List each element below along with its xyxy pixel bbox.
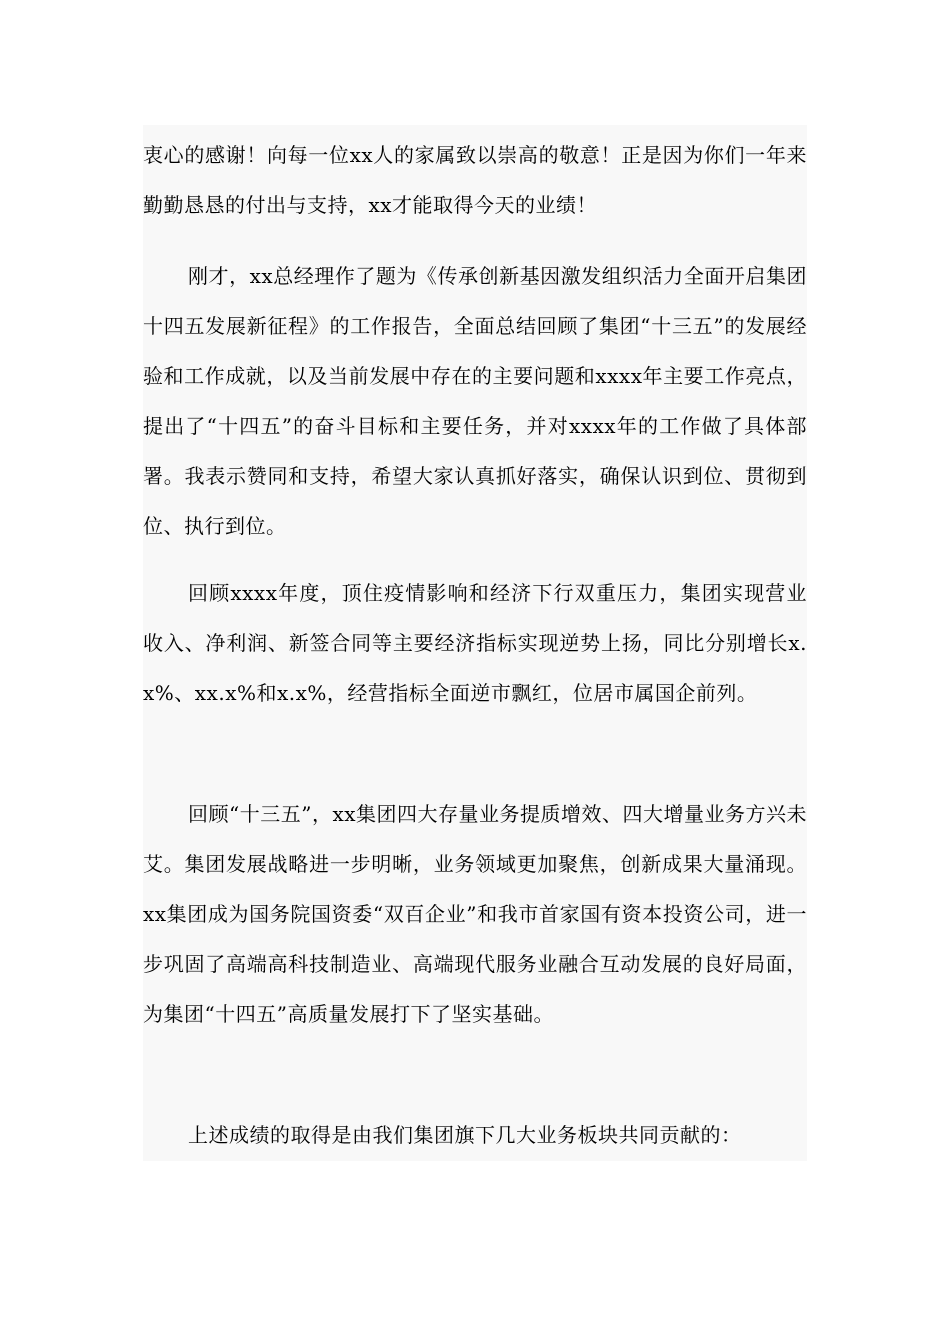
document-page <box>143 125 807 1161</box>
paragraph-business-segments: 上述成绩的取得是由我们集团旗下几大业务板块共同贡献的： <box>188 1123 742 1147</box>
paragraph-work-report: 刚才，xx总经理作了题为《传承创新基因激发组织活力全面开启集团十四五发展新征程》的工作报告，全面总结回顾了集团“十三五”的发展经验和工作成就，以及当前发展中存在的主要问题和xxxx年主要工作亮点，提出了“十四五”的奋斗目标和主要任务，并对xxxx年的工作做了具体部署。我表示赞同和支持，希望大家认真抓好落实，确保认识到位、贯彻到位、执行到位。 <box>143 264 807 538</box>
paragraph-annual-review: 回顾xxxx年度，顶住疫情影响和经济下行双重压力，集团实现营业收入、净利润、新签合同等主要经济指标实现逆势上扬，同比分别增长x.x%、xx.x%和x.x%，经营指标全面逆市飘红，位居市属国企前列。 <box>143 581 807 705</box>
paragraph-thanks: 衷心的感谢！向每一位xx人的家属致以崇高的敬意！正是因为你们一年来勤勤恳恳的付出与支持，xx才能取得今天的业绩！ <box>143 143 807 217</box>
paragraph-five-year-review: 回顾“十三五”，xx集团四大存量业务提质增效、四大增量业务方兴未艾。集团发展战略进一步明晰，业务领域更加聚焦，创新成果大量涌现。xx集团成为国务院国资委“双百企业”和我市首家国有资本投资公司，进一步巩固了高端高科技制造业、高端现代服务业融合互动发展的良好局面，为集团“十四五”高质量发展打下了坚实基础。 <box>143 802 808 1026</box>
